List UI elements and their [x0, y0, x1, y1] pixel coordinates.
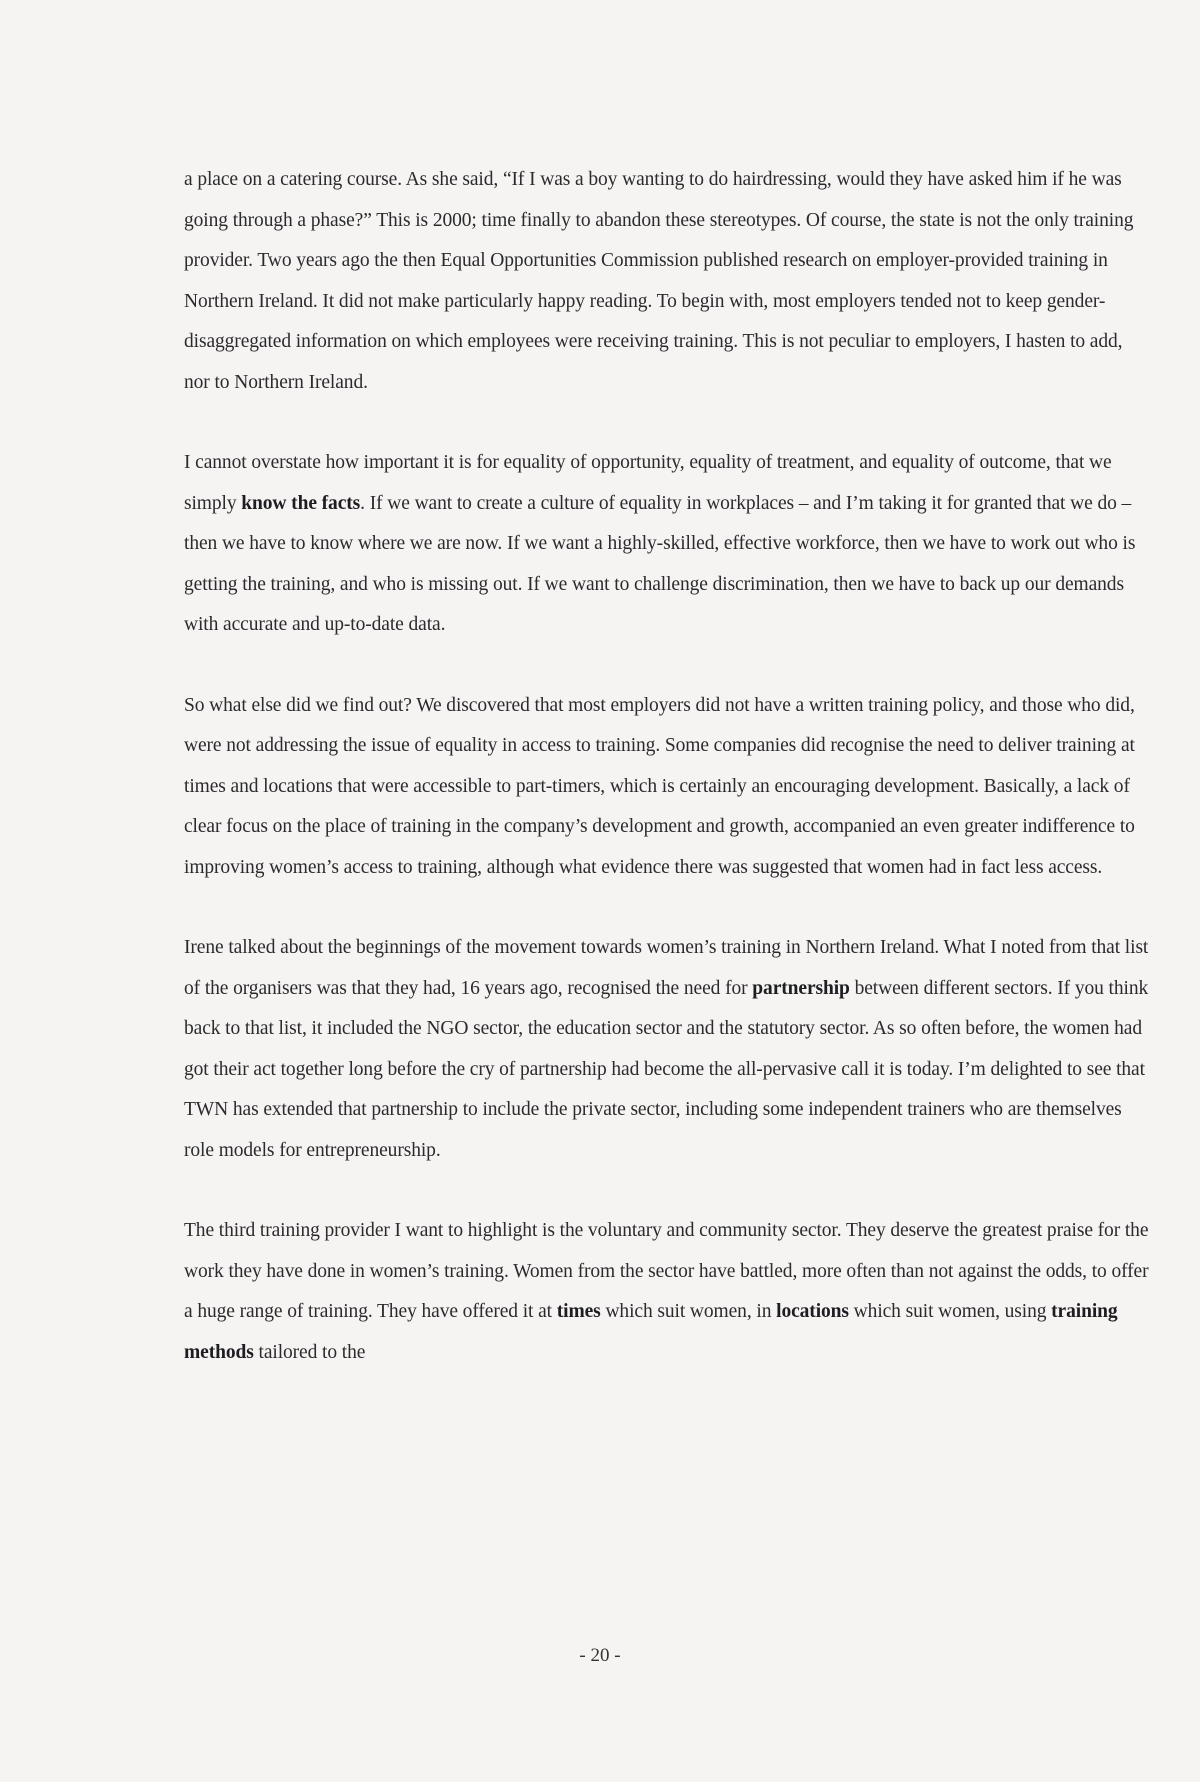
emphasis-text: training methods — [184, 1301, 1118, 1363]
paragraph — [184, 1211, 1150, 1373]
paragraph-text: between different sectors. If you think back to that list, it included the NGO sector, the education sector and the statutory sector. As so often before, the women had got their act together long before the cry of partnership had become the all-pervasive call it is today. I’m delighted to see that TWN has extended that partnership to include the private sector, including some independent trainers who are themselves role models for entrepreneurship. — [184, 977, 1149, 1161]
paragraph-text: a place on a catering course. As she said, “If I was a boy wanting to do hairdressing, would they have asked him if he was going through a phase?” This is 2000; time finally to abandon these stereotypes. Of course, the state is not the only training provider. Two years ago the then Equal Opportunities Commission published research on employer-provided training in Northern Ireland. It did not make particularly happy reading. To begin with, most employers tended not to keep gender-disaggregated information on which employees were receiving training. This is not peculiar to employers, I hasten to add, nor to Northern Ireland. — [184, 169, 1134, 393]
paragraph-text: I cannot overstate how important it is for equality of opportunity, equality of treatment, and equality of outcome, that we simply — [184, 452, 1112, 514]
paragraph — [184, 443, 1150, 646]
paragraph — [184, 160, 1150, 403]
document-body — [184, 160, 1150, 1413]
paragraph-text: . If we want to create a culture of equality in workplaces – and I’m taking it for granted that we do – then we have to know where we are now. If we want a highly-skilled, effective workforce, then we have to work out who is getting the training, and who is missing out. If we want to challenge discrimination, then we have to back up our demands with accurate and up-to-date data. — [184, 492, 1136, 635]
paragraph-text: which suit women, in — [600, 1301, 777, 1322]
paragraph-text: So what else did we find out? We discovered that most employers did not have a written training policy, and those who did, were not addressing the issue of equality in access to training. Some companies did recognise the need to deliver training at times and locations that were accessible to part-timers, which is certainly an encouraging development. Basically, a lack of clear focus on the place of training in the company’s development and growth, accompanied an even greater indifference to improving women’s access to training, although what evidence there was suggested that women had in fact less access. — [184, 694, 1135, 878]
emphasis-text: locations — [776, 1301, 849, 1322]
paragraph-text: Irene talked about the beginnings of the movement towards women’s training in Northern Ireland. What I noted from that list of the organisers was that they had, 16 years ago, recognised the need for — [184, 937, 1149, 999]
paragraph-text: The third training provider I want to highlight is the voluntary and community sector. They deserve the greatest praise for the work they have done in women’s training. Women from the sector have battled, more often than not against the odds, to offer a huge range of training. They have offered it at — [184, 1220, 1149, 1322]
page-number: - 20 - — [579, 1645, 621, 1666]
emphasis-text: partnership — [752, 977, 850, 999]
paragraph-text: which suit women, using — [848, 1301, 1052, 1322]
emphasis-text: times — [556, 1301, 601, 1322]
paragraph — [184, 686, 1150, 889]
paragraph — [184, 928, 1150, 1171]
paragraph-text: tailored to the — [253, 1341, 366, 1363]
emphasis-text: know the facts — [241, 492, 361, 514]
